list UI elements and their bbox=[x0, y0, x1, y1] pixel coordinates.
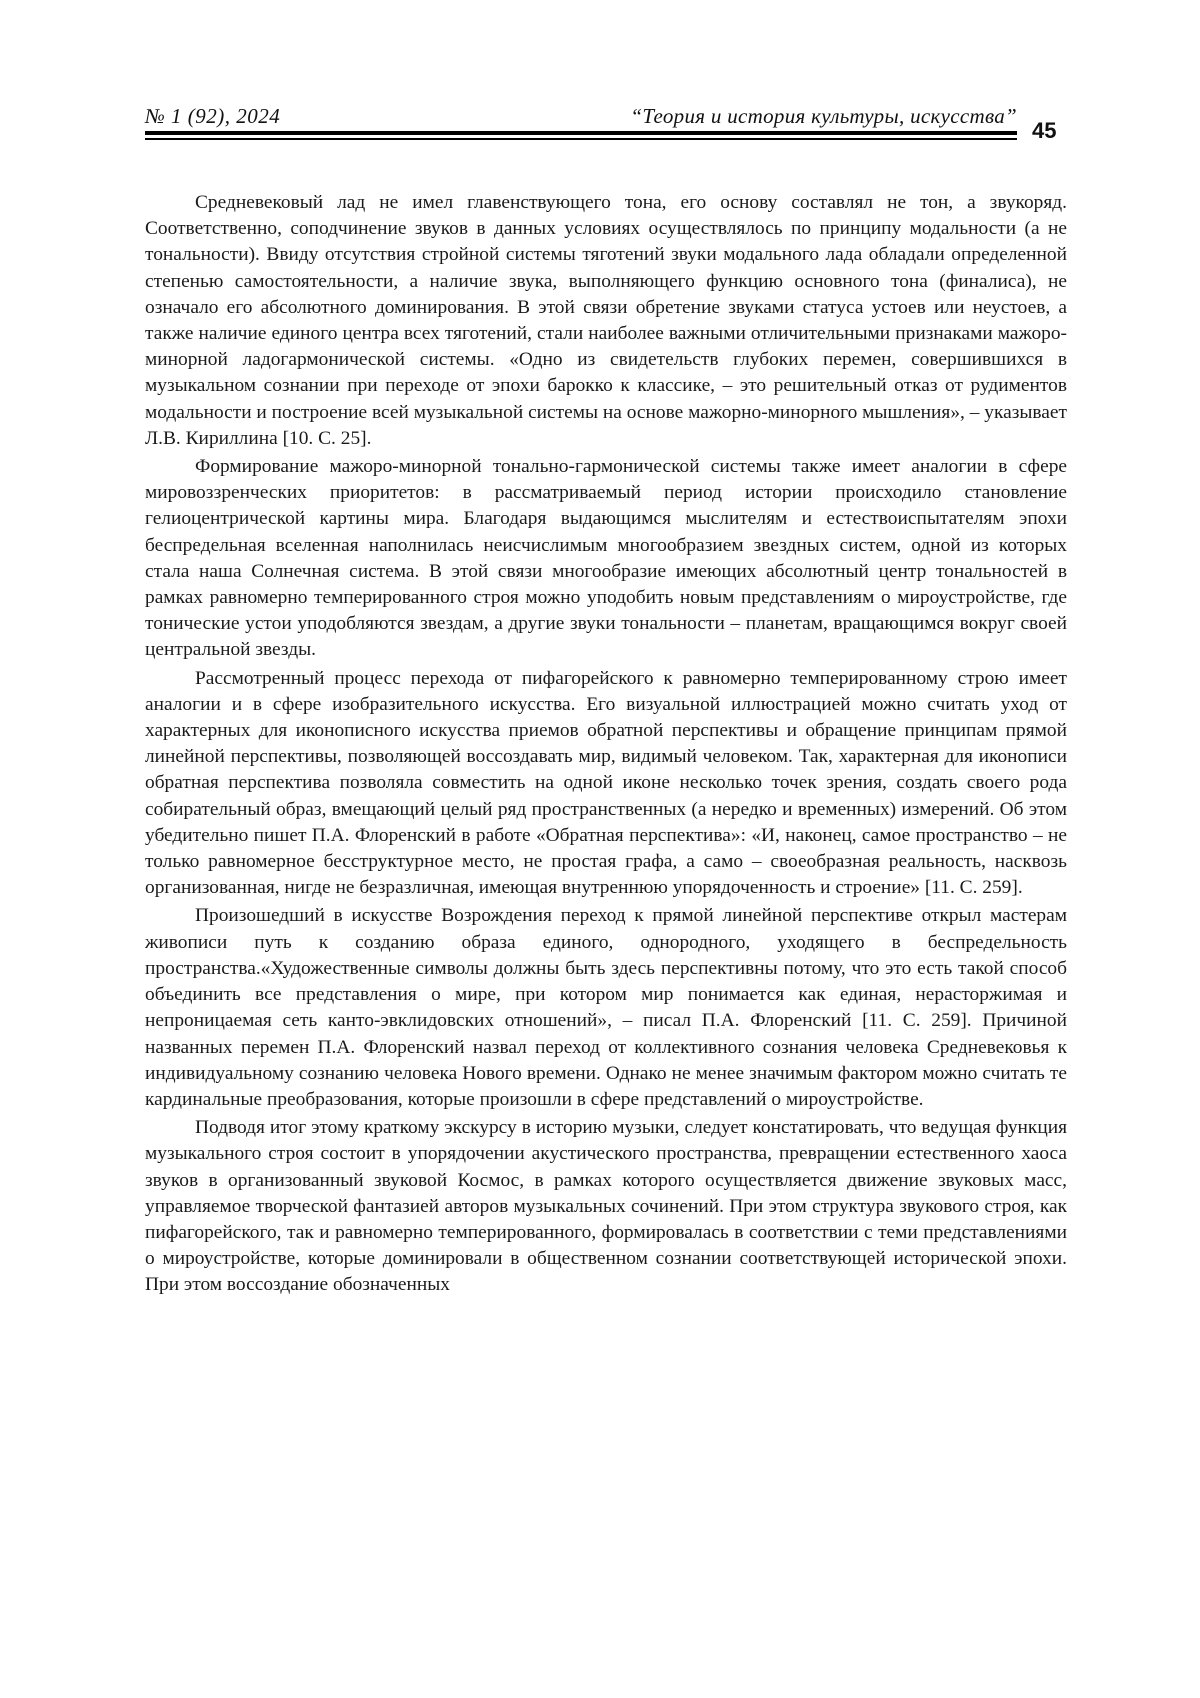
paragraph: Подводя итог этому краткому экскурсу в историю музыки, следует констатировать, что ведущая функция музыкального строя состоит в упорядочении акустического пространства, превращении естественного хаоса звуков в организованный звуковой Космос, в рамках которого осуществляется движение звуковых масс, управляемое творческой фантазией авторов музыкальных сочинений. При этом структура звукового строя, как пифагорейского, так и равномерно темперированного, формировалась в соответствии с теми представлениями о мироустройстве, которые доминировали в общественном сознании соответствующей исторической эпохи. При этом воссоздание обозначенных bbox=[145, 1117, 1067, 1296]
journal-title: “Теория и история культуры, искусства” bbox=[630, 104, 1017, 128]
header-rule-thin bbox=[145, 138, 1017, 140]
issue-number: № 1 (92), 2024 bbox=[145, 104, 281, 128]
paragraph: Рассмотренный процесс перехода от пифагорейского к равномерно темперированному строю имеет аналогии и в сфере изобразительного искусства. Его визуальной иллюстрацией можно считать уход от характерных для иконописного искусства приемов обратной перспективы и обращение принципам прямой линейной перспективы, позволяющей воссоздавать мир, видимый человеком. Так, характерная для иконописи обратная перспектива позволяла совместить на одной иконе несколько точек зрения, создать своего рода собирательный образ, вмещающий целый ряд пространственных (а нередко и временных) измерений. Об этом убедительно пишет П.А. Флоренский в работе «Обратная перспектива»: «И, наконец, самое пространство – не только равномерное бесструктурное место, не простая графа, а само – своеобразная реальность, насквозь организованная, нигде не безразличная, имеющая внутреннюю упорядоченность и строение» [11. С. 259]. bbox=[145, 667, 1067, 899]
page-number: 45 bbox=[1032, 118, 1057, 143]
paragraph: Формирование мажоро-минорной тонально-гармонической системы также имеет аналогии в сфере мировоззренческих приоритетов: в рассматриваемый период истории происходило становление гелиоцентрической картины мира. Благодаря выдающимся мыслителям и естествоиспытателям эпохи беспредельная вселенная наполнилась неисчислимым многообразием звездных систем, одной из которых стала наша Солнечная система. В этой связи многообразие имеющих абсолютный центр тональностей в рамках равномерно темперированного строя можно уподобить новым представлениям о мироустройстве, где тонические устои уподобляются звездам, а другие звуки тональности – планетам, вращающимся вокруг своей центральной звезды. bbox=[145, 456, 1067, 661]
header-rule-thick bbox=[145, 131, 1017, 135]
paragraph: Средневековый лад не имел главенствующего тона, его основу составлял не тон, а звукоряд. Соответственно, соподчинение звуков в данных условиях осуществлялось по принципу модальности (а не тональности). Ввиду отсутствия стройной системы тяготений звуки модального лада обладали определенной степенью самостоятельности, а наличие звука, выполняющего функцию основного тона (финалиса), не означало его абсолютного доминирования. В этой связи обретение звуками статуса устоев или неустоев, а также наличие единого центра всех тяготений, стали наиболее важными отличительными признаками мажоро-минорной ладогармонической системы. «Одно из свидетельств глубоких перемен, совершившихся в музыкальном сознании при переходе от эпохи барокко к классике, – это решительный отказ от рудиментов модальности и построение всей музыкальной системы на основе мажорно-минорного мышления», – указывает Л.В. Кириллина [10. С. 25]. bbox=[145, 192, 1067, 449]
paragraph: Произошедший в искусстве Возрождения переход к прямой линейной перспективе открыл мастерам живописи путь к созданию образа единого, однородного, уходящего в беспредельность пространства.«Художественные символы должны быть здесь перспективны потому, что это есть такой способ объединить все представления о мире, при котором мир понимается как единая, нерасторжимая и непроницаемая сеть канто-эвклидовских отношений», – писал П.А. Флоренский [11. С. 259]. Причиной названных перемен П.А. Флоренский назвал переход от коллективного сознания человека Средневековья к индивидуальному сознанию человека Нового времени. Однако не менее значимым фактором можно считать те кардинальные преобразования, которые произошли в сфере представлений о мироустройстве. bbox=[145, 905, 1067, 1110]
article-body bbox=[145, 190, 1067, 1301]
